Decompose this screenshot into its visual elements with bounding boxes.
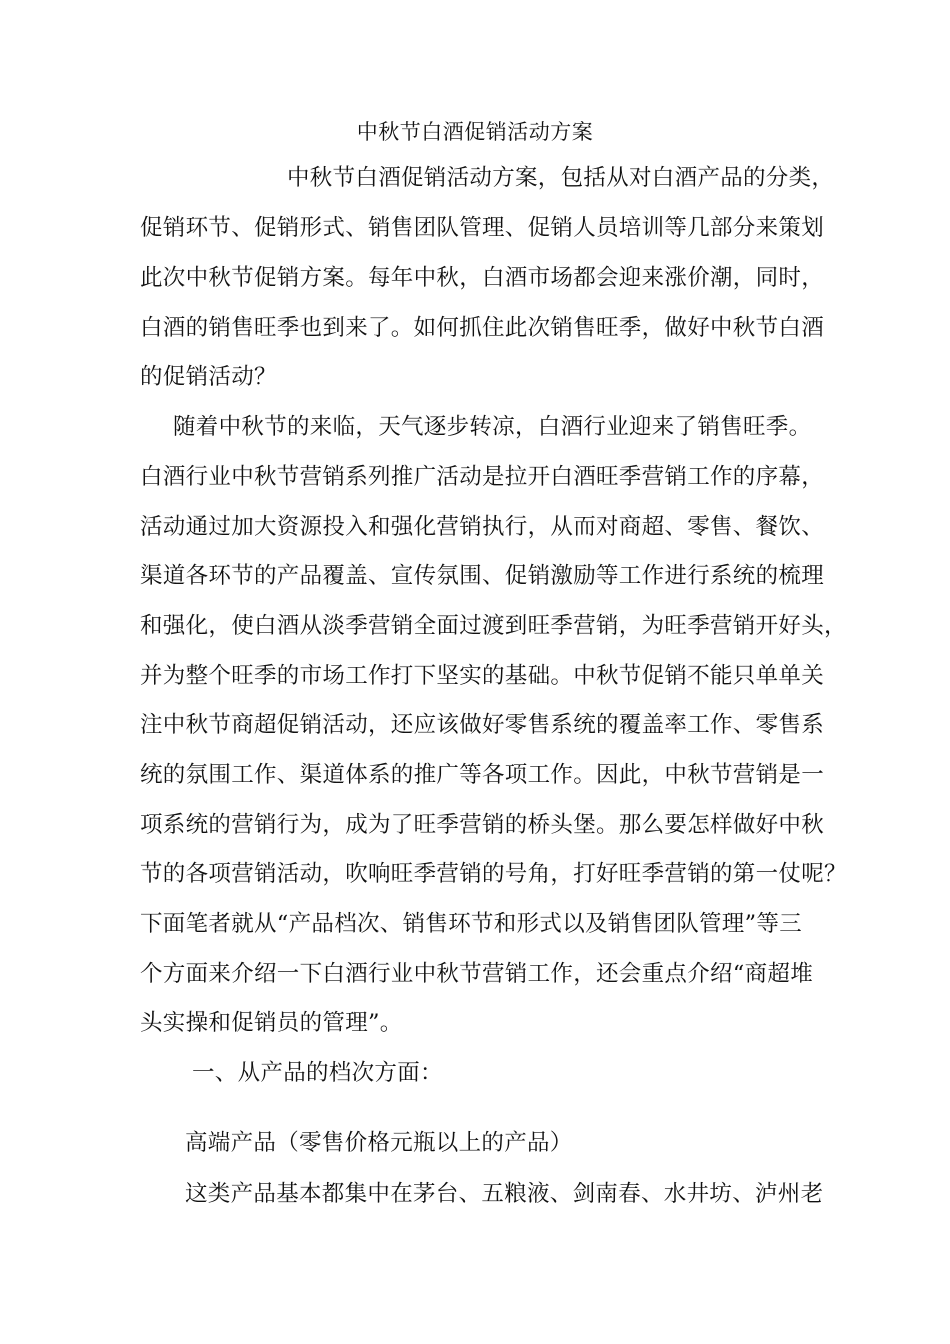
sub-heading: 高端产品（零售价格元瓶以上的产品） bbox=[185, 1130, 573, 1156]
intro-line-4: 白酒的销售旺季也到来了。如何抓住此次销售旺季，做好中秋节白酒 bbox=[140, 315, 825, 341]
body-line-9: 项系统的营销行为，成为了旺季营销的桥头堡。那么要怎样做好中秋 bbox=[140, 812, 825, 838]
body-line-13: 头实操和促销员的管理”。 bbox=[140, 1010, 403, 1036]
intro-line-2: 促销环节、促销形式、销售团队管理、促销人员培训等几部分来策划 bbox=[140, 215, 825, 241]
body-line-2: 白酒行业中秋节营销系列推广活动是拉开白酒旺季营销工作的序幕， bbox=[140, 464, 825, 490]
body-line-4: 渠道各环节的产品覆盖、宣传氛围、促销激励等工作进行系统的梳理 bbox=[140, 563, 825, 589]
body-line-1: 随着中秋节的来临，天气逐步转凉，白酒行业迎来了销售旺季。 bbox=[173, 414, 812, 440]
intro-line-5: 的促销活动？ bbox=[140, 364, 277, 390]
section-heading: 一、从产品的档次方面： bbox=[192, 1060, 443, 1086]
body-last-line: 这类产品基本都集中在茅台、五粮液、剑南春、水井坊、泸州老 bbox=[185, 1181, 824, 1207]
body-line-12: 个方面来介绍一下白酒行业中秋节营销工作，还会重点介绍“商超堆 bbox=[140, 961, 814, 987]
body-line-8: 统的氛围工作、渠道体系的推广等各项工作。因此，中秋节营销是一 bbox=[140, 762, 825, 788]
body-line-11: 下面笔者就从“产品档次、销售环节和形式以及销售团队管理”等三 bbox=[140, 911, 803, 937]
body-line-10: 节的各项营销活动，吹响旺季营销的号角，打好旺季营销的第一仗呢？ bbox=[140, 861, 847, 887]
body-line-3: 活动通过加大资源投入和强化营销执行，从而对商超、零售、餐饮、 bbox=[140, 514, 825, 540]
body-line-6: 并为整个旺季的市场工作打下坚实的基础。中秋节促销不能只单单关 bbox=[140, 663, 825, 689]
body-line-7: 注中秋节商超促销活动，还应该做好零售系统的覆盖率工作、零售系 bbox=[140, 712, 825, 738]
document-title: 中秋节白酒促销活动方案 bbox=[356, 120, 594, 144]
intro-line-3: 此次中秋节促销方案。每年中秋，白酒市场都会迎来涨价潮，同时， bbox=[140, 265, 825, 291]
intro-line-1: 中秋节白酒促销活动方案，包括从对白酒产品的分类， bbox=[287, 165, 835, 191]
body-line-5: 和强化，使白酒从淡季营销全面过渡到旺季营销，为旺季营销开好头， bbox=[140, 613, 847, 639]
